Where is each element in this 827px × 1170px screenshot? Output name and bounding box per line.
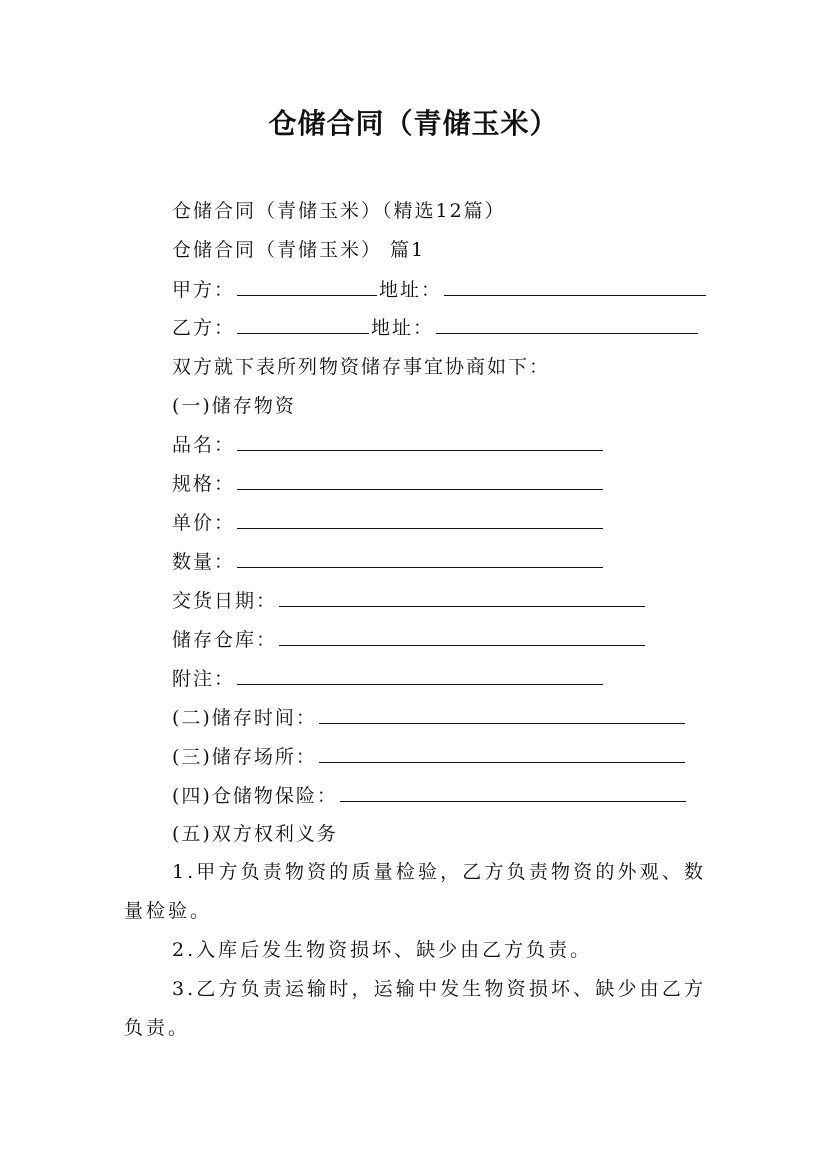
section-heading: 仓储合同（青储玉米） 篇1 — [172, 239, 426, 261]
party-a-label: 甲方： — [172, 279, 236, 301]
item4-blank — [340, 783, 686, 802]
product-name-label: 品名： — [172, 434, 236, 456]
unit-price-label: 单价： — [172, 512, 236, 534]
item2-label: (二)储存时间： — [172, 707, 317, 729]
party-a-address-label: 地址： — [379, 279, 443, 301]
document-title: 仓储合同（青储玉米） — [268, 107, 559, 140]
quantity-label: 数量： — [172, 551, 236, 573]
unit-price-blank — [237, 510, 603, 529]
delivery-date-label: 交货日期： — [172, 590, 278, 612]
warehouse-label: 储存仓库： — [172, 629, 278, 651]
unit-price-row — [172, 510, 605, 536]
notes-row — [172, 666, 605, 692]
item3-label: (三)储存场所： — [172, 746, 317, 768]
party-a-row — [172, 277, 708, 303]
quantity-row — [172, 549, 605, 575]
warehouse-row — [172, 627, 647, 653]
party-b-row — [172, 315, 700, 341]
clause-3: 3.乙方负责运输时，运输中发生物资损坏、缺少由乙方负责。 — [124, 978, 706, 1039]
item4-label: (四)仓储物保险： — [172, 785, 338, 807]
party-b-label: 乙方： — [172, 317, 236, 339]
item2-blank — [319, 705, 685, 724]
party-a-blank — [237, 277, 377, 296]
notes-blank — [237, 666, 603, 685]
item4-row — [172, 783, 688, 809]
party-a-address-blank — [444, 277, 706, 296]
item3-blank — [319, 744, 685, 763]
item5-heading: (五)双方权利义务 — [172, 823, 338, 845]
party-b-blank — [237, 315, 369, 334]
warehouse-blank — [279, 627, 645, 646]
intro-text: 双方就下表所列物资储存事宜协商如下： — [172, 356, 551, 378]
document-subtitle: 仓储合同（青储玉米）（精选12篇） — [172, 200, 506, 222]
item2-row — [172, 705, 687, 731]
product-name-blank — [237, 432, 603, 451]
quantity-blank — [237, 549, 603, 568]
delivery-date-blank — [279, 588, 645, 607]
party-b-address-blank — [436, 315, 698, 334]
clause-1: 1.甲方负责物资的质量检验，乙方负责物资的外观、数量检验。 — [124, 861, 706, 922]
item1-heading: (一)储存物资 — [172, 395, 296, 417]
delivery-date-row — [172, 588, 647, 614]
party-b-address-label: 地址： — [371, 317, 435, 339]
spec-label: 规格： — [172, 473, 236, 495]
item3-row — [172, 744, 687, 770]
spec-row — [172, 471, 605, 497]
notes-label: 附注： — [172, 668, 236, 690]
clause-2: 2.入库后发生物资损坏、缺少由乙方负责。 — [172, 939, 593, 961]
spec-blank — [237, 471, 603, 490]
product-name-row — [172, 432, 605, 458]
